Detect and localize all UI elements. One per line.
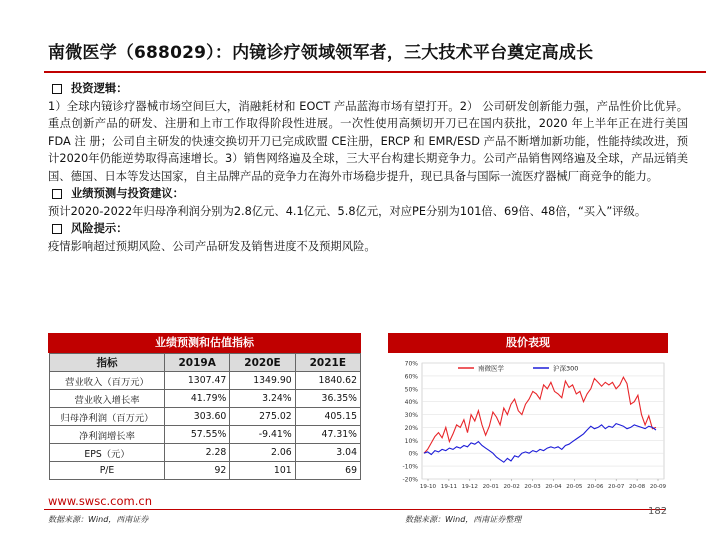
row-label: 营业收入（百万元）	[50, 372, 165, 390]
table-row	[50, 444, 361, 462]
x-tick-label: 20-01	[482, 484, 499, 490]
row-label: 归母净利润（百万元）	[50, 408, 165, 426]
table-cell: 69	[295, 462, 360, 480]
square-bullet-icon	[52, 224, 62, 234]
table-cell: 2.06	[230, 444, 295, 462]
x-tick-label: 19-11	[440, 484, 458, 490]
table-cell: 1307.47	[165, 372, 230, 390]
table-row	[50, 390, 361, 408]
table-cell: 101	[230, 462, 295, 480]
table-cell: 36.35%	[295, 390, 360, 408]
y-tick-label: 20%	[404, 424, 418, 432]
stock-performance-chart	[388, 355, 668, 495]
table-row	[50, 408, 361, 426]
y-tick-label: 70%	[404, 360, 418, 368]
column-header: 指标	[50, 354, 165, 372]
table-cell: 1349.90	[230, 372, 295, 390]
table-cell: 41.79%	[165, 390, 230, 408]
y-tick-label: 0%	[408, 450, 418, 458]
table-row	[50, 426, 361, 444]
y-tick-label: 50%	[404, 386, 418, 394]
x-tick-label: 20-06	[587, 484, 604, 490]
y-tick-label: -10%	[402, 463, 418, 471]
table-cell: 275.02	[230, 408, 295, 426]
y-tick-label: 10%	[404, 437, 418, 445]
section-heading-label: 业绩预测与投资建议：	[71, 187, 184, 200]
row-label: 营业收入增长率	[50, 390, 165, 408]
section-heading-investment	[48, 80, 688, 98]
footer-divider	[44, 509, 666, 510]
table-cell: 405.15	[295, 408, 360, 426]
x-tick-label: 20-02	[503, 484, 520, 490]
table-cell: 57.55%	[165, 426, 230, 444]
x-tick-label: 20-09	[649, 484, 667, 490]
x-tick-label: 20-07	[608, 484, 625, 490]
column-header: 2021E	[295, 354, 360, 372]
x-tick-label: 20-04	[545, 484, 562, 490]
square-bullet-icon	[52, 189, 62, 199]
table-cell: -9.41%	[230, 426, 295, 444]
y-tick-label: -20%	[402, 476, 418, 484]
square-bullet-icon	[52, 84, 62, 94]
x-tick-label: 19-10	[419, 484, 437, 490]
section-heading-risk	[48, 220, 688, 238]
plot-area	[422, 363, 664, 479]
table-header-row	[50, 354, 361, 372]
x-tick-label: 19-12	[461, 484, 478, 490]
column-header: 2020E	[230, 354, 295, 372]
page-title: 南微医学（688029）：内镜诊疗领域领军者，三大技术平台奠定高成长	[48, 43, 594, 63]
section-body-risk: 疫情影响超过预期风险、公司产品研发及销售进度不及预期风险。	[48, 239, 376, 253]
section-body-forecast: 预计2020-2022年归母净利润分别为2.8亿元、4.1亿元、5.8亿元，对应PE分别为101倍、69倍、48倍，“买入”评级。	[48, 204, 647, 218]
x-tick-label: 20-08	[628, 484, 646, 490]
legend-label: 沪深300	[553, 364, 579, 373]
table-row	[50, 372, 361, 390]
financial-table	[49, 353, 361, 480]
website-link[interactable]: www.swsc.com.cn	[48, 494, 153, 508]
table-cell: 303.60	[165, 408, 230, 426]
table-row	[50, 462, 361, 480]
section-heading-label: 投资逻辑：	[71, 82, 128, 95]
table-panel-heading: 业绩预测和估值指标	[48, 333, 361, 353]
row-label: EPS（元）	[50, 444, 165, 462]
table-cell: 3.24%	[230, 390, 295, 408]
table-cell: 47.31%	[295, 426, 360, 444]
section-heading-label: 风险提示：	[71, 222, 128, 235]
section-body-investment: 1）全球内镜诊疗器械市场空间巨大，消融耗材和 EOCT 产品蓝海市场有望打开。2） 公司研发创新能力强，产品性价比优异。重点创新产品的研发、注册和上市工作取得阶段性进展。一次性使用高频切开刀已在国内获批，2020 年上半年正在进行美国FDA 注 册；公司自主研发的快速交换切开刀已完成欧盟 CE注册，ERCP 和 EMR/ESD 产品不断增加新功能，性能持续改进，预计2020年仍能逆势取得高速增长。3）销售网络遍及全球，三大平台构建长期竞争力。公司产品销售网络遍及全球，产品远销美国、德国、日本等发达国家，自主品牌产品的竞争力在海外市场稳步提升，现已具备与国际一流医疗器械厂商竞争的能力。	[48, 99, 688, 183]
y-tick-label: 30%	[404, 412, 418, 420]
y-tick-label: 60%	[404, 373, 418, 381]
text-content	[48, 80, 688, 255]
chart-panel-heading: 股价表现	[388, 333, 668, 353]
table-source-note: 数据来源：Wind，西南证券	[48, 515, 149, 524]
table-cell: 2.28	[165, 444, 230, 462]
page-number: 182	[648, 506, 668, 517]
table-cell: 1840.62	[295, 372, 360, 390]
section-heading-forecast	[48, 185, 688, 203]
y-tick-label: 40%	[404, 399, 418, 407]
row-label: 净利润增长率	[50, 426, 165, 444]
row-label: P/E	[50, 462, 165, 480]
table-cell: 3.04	[295, 444, 360, 462]
x-tick-label: 20-03	[524, 484, 541, 490]
x-tick-label: 20-05	[566, 484, 583, 490]
table-cell: 92	[165, 462, 230, 480]
legend-label: 南微医学	[478, 364, 504, 373]
chart-source-note: 数据来源：Wind，西南证券整理	[405, 515, 522, 524]
column-header: 2019A	[165, 354, 230, 372]
title-divider	[44, 71, 706, 73]
